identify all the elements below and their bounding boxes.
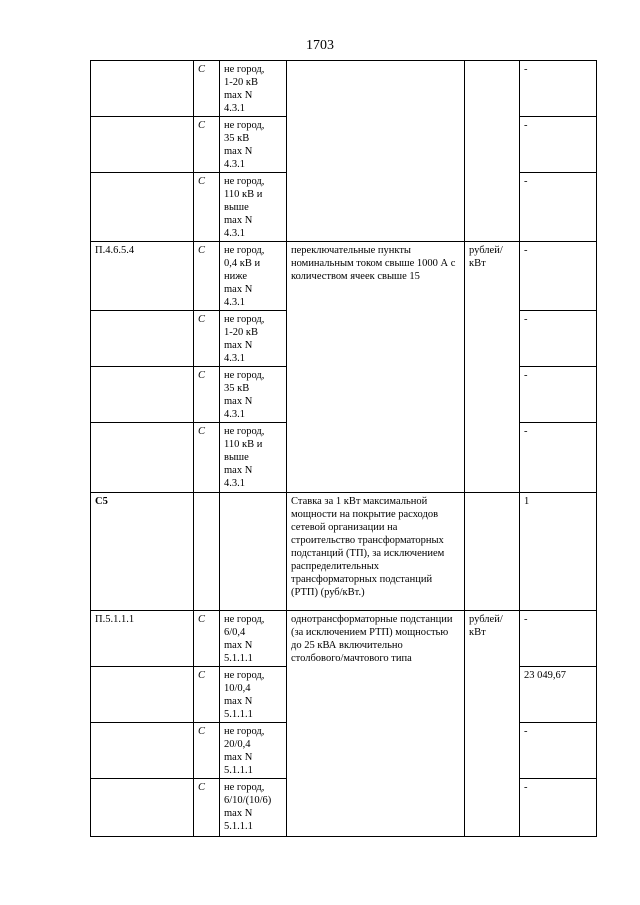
row-code — [91, 423, 194, 493]
row-criterion: не город, 110 кВ и выше max N 4.3.1 — [220, 423, 287, 493]
row-criterion: не город, 0,4 кВ и ниже max N 4.3.1 — [220, 242, 287, 311]
row-value: - — [520, 367, 597, 423]
row-letter: С — [194, 779, 220, 837]
row-code: С5 — [91, 493, 194, 611]
row-letter: С — [194, 611, 220, 667]
row-value: - — [520, 61, 597, 117]
row-code — [91, 61, 194, 117]
row-criterion: не город, 6/10/(10/6) max N 5.1.1.1 — [220, 779, 287, 837]
group-description: переключательные пункты номинальным током свыше 1000 А с количеством ячеек свыше 15 — [287, 242, 465, 493]
row-letter: С — [194, 117, 220, 173]
row-criterion: не город, 6/0,4 max N 5.1.1.1 — [220, 611, 287, 667]
group-unit — [465, 493, 520, 611]
row-value: - — [520, 611, 597, 667]
row-letter: С — [194, 723, 220, 779]
table-row — [91, 242, 597, 311]
row-criterion — [220, 493, 287, 611]
row-value: - — [520, 311, 597, 367]
row-code — [91, 667, 194, 723]
row-criterion: не город, 1-20 кВ max N 4.3.1 — [220, 311, 287, 367]
row-criterion: не город, 35 кВ max N 4.3.1 — [220, 117, 287, 173]
row-value: - — [520, 779, 597, 837]
row-letter: С — [194, 311, 220, 367]
row-value: - — [520, 723, 597, 779]
row-code — [91, 173, 194, 242]
row-criterion: не город, 1-20 кВ max N 4.3.1 — [220, 61, 287, 117]
table-row — [91, 61, 597, 117]
row-code — [91, 779, 194, 837]
row-value: 23 049,67 — [520, 667, 597, 723]
tariff-table — [90, 60, 597, 837]
group-unit: рублей/ кВт — [465, 611, 520, 837]
row-letter: С — [194, 367, 220, 423]
row-code: П.5.1.1.1 — [91, 611, 194, 667]
group-description: однотрансформаторные подстанции (за исключением РТП) мощностью до 25 кВА включительно столбового/мачтового типа — [287, 611, 465, 837]
row-code — [91, 117, 194, 173]
group-unit: рублей/ кВт — [465, 242, 520, 493]
row-criterion: не город, 10/0,4 max N 5.1.1.1 — [220, 667, 287, 723]
row-value: - — [520, 173, 597, 242]
row-value: - — [520, 242, 597, 311]
row-code — [91, 367, 194, 423]
row-letter: С — [194, 667, 220, 723]
row-letter: С — [194, 423, 220, 493]
row-code: П.4.6.5.4 — [91, 242, 194, 311]
row-code — [91, 723, 194, 779]
group-unit — [465, 61, 520, 242]
row-value: 1 — [520, 493, 597, 611]
row-criterion: не город, 110 кВ и выше max N 4.3.1 — [220, 173, 287, 242]
row-value: - — [520, 423, 597, 493]
row-letter — [194, 493, 220, 611]
row-code — [91, 311, 194, 367]
row-criterion: не город, 35 кВ max N 4.3.1 — [220, 367, 287, 423]
row-letter: С — [194, 61, 220, 117]
group-description: Ставка за 1 кВт максимальной мощности на покрытие расходов сетевой организации на строительство трансформаторных подстанций (ТП), за исключением распределительных трансформаторных подстанций (РТП) (руб/кВт.) — [287, 493, 465, 611]
group-description — [287, 61, 465, 242]
table-row — [91, 493, 597, 611]
page-number: 1703 — [306, 38, 334, 53]
tariff-table-body — [91, 61, 597, 837]
row-criterion: не город, 20/0,4 max N 5.1.1.1 — [220, 723, 287, 779]
row-value: - — [520, 117, 597, 173]
row-letter: С — [194, 242, 220, 311]
table-row — [91, 611, 597, 667]
row-letter: С — [194, 173, 220, 242]
